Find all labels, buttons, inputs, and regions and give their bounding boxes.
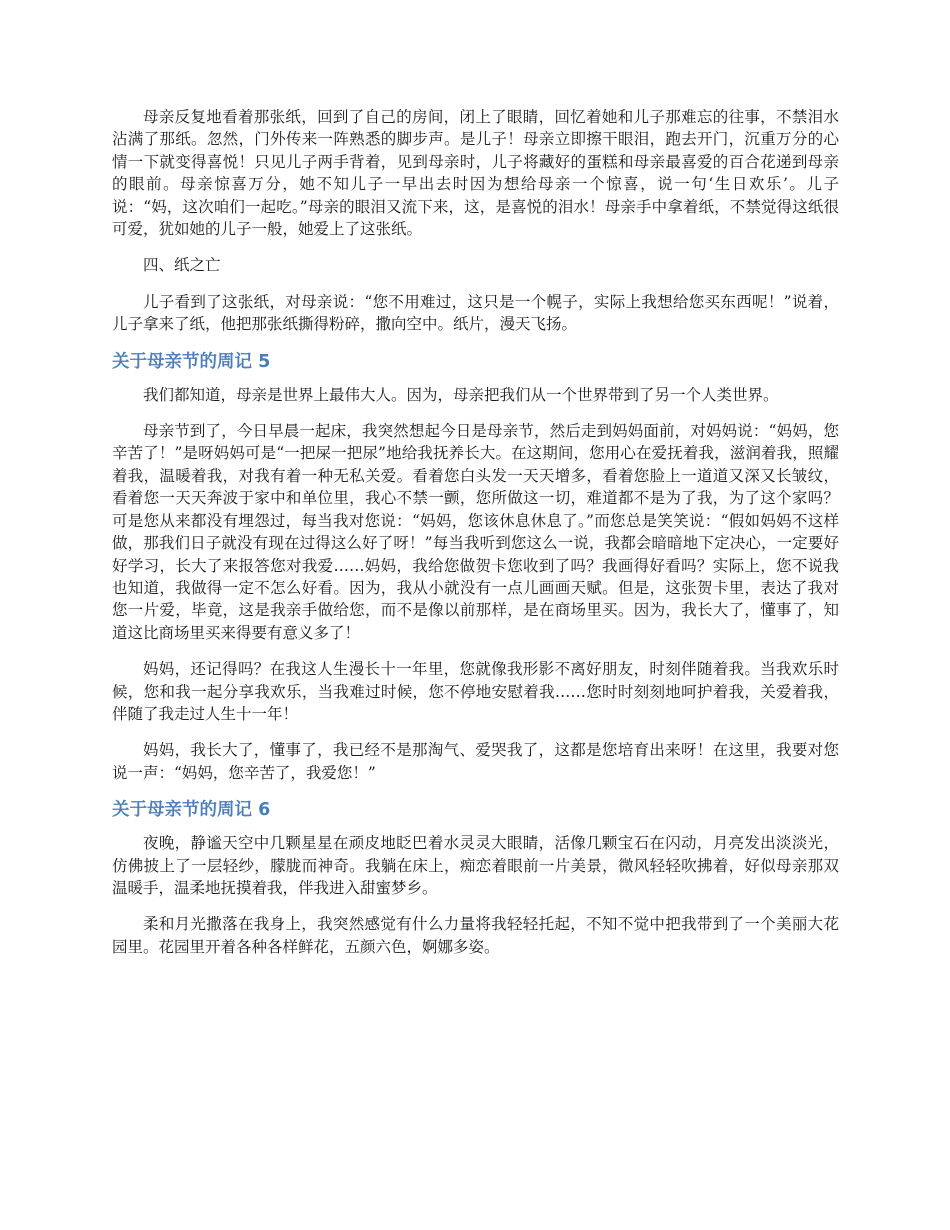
section-heading-6: 关于母亲节的周记 6 xyxy=(112,800,271,821)
document-page xyxy=(112,106,839,972)
paragraph: 母亲反复地看着那张纸，回到了自己的房间，闭上了眼睛，回忆着她和儿子那难忘的往事，不禁泪水沾满了那纸。忽然，门外传来一阵熟悉的脚步声。是儿子！母亲立即擦干眼泪，跑去开门，沉重万分的心情一下就变得喜悦！只见儿子两手背着，见到母亲时，儿子将藏好的蛋糕和母亲最喜爱的百合花递到母亲的眼前。母亲惊喜万分，她不知儿子一早出去时因为想给母亲一个惊喜，说一句‘生日欢乐’。儿子说：“妈，这次咱们一起吃。”母亲的眼泪又流下来，这，是喜悦的泪水！母亲手中拿着纸，不禁觉得这纸很可爱，犹如她的儿子一般，她爱上了这张纸。 xyxy=(112,108,839,239)
paragraph: 儿子看到了这张纸，对母亲说：“您不用难过，这只是一个幌子，实际上我想给您买东西呢！”说着，儿子拿来了纸，他把那张纸撕得粉碎，撒向空中。纸片，漫天飞扬。 xyxy=(112,292,839,334)
paragraph: 我们都知道，母亲是世界上最伟大人。因为，母亲把我们从一个世界带到了另一个人类世界。 xyxy=(143,385,779,404)
paragraph: 妈妈，我长大了，懂事了，我已经不是那淘气、爱哭我了，这都是您培育出来呀！在这里，我要对您说一声：“妈妈，您辛苦了，我爱您！” xyxy=(112,741,839,782)
paragraph: 柔和月光撒落在我身上，我突然感觉有什么力量将我轻轻托起，不知不觉中把我带到了一个美丽大花园里。花园里开着各种各样鲜花，五颜六色，婀娜多姿。 xyxy=(112,915,839,956)
section-heading-5: 关于母亲节的周记 5 xyxy=(112,351,271,372)
paragraph: 妈妈，还记得吗？在我这人生漫长十一年里，您就像我形影不离好朋友，时刻伴随着我。当我欢乐时候，您和我一起分享我欢乐，当我难过时候，您不停地安慰着我……您时时刻刻地呵护着我，关爱着我，伴随了我走过人生十一年！ xyxy=(112,660,839,723)
section-label: 四、纸之亡 xyxy=(143,256,221,275)
paragraph: 夜晚，静谧天空中几颗星星在顽皮地眨巴着水灵灵大眼睛，活像几颗宝石在闪动，月亮发出淡淡光，仿佛披上了一层轻纱，朦胧而神奇。我躺在床上，痴恋着眼前一片美景，微风轻轻吹拂着，好似母亲那双温暖手，温柔地抚摸着我，伴我进入甜蜜梦乡。 xyxy=(112,834,839,897)
paragraph: 母亲节到了，今日早晨一起床，我突然想起今日是母亲节，然后走到妈妈面前，对妈妈说：“妈妈，您辛苦了！”是呀妈妈可是“一把屎一把尿”地给我抚养长大。在这期间，您用心在爱抚着我，滋润着我，照耀着我，温暖着我，对我有着一种无私关爱。看着您白头发一天天增多，看着您脸上一道道又深又长皱纹，看着您一天天奔波于家中和单位里，我心不禁一颤，您所做这一切，难道都不是为了我，为了这个家吗？可是您从来都没有埋怨过，每当我对您说：“妈妈，您该休息休息了。”而您总是笑笑说：“假如妈妈不这样做，那我们日子就没有现在过得这么好了呀！”每当我听到您这么一说，我都会暗暗地下定决心，一定要好好学习，长大了来报答您对我爱……妈妈，我给您做贺卡您收到了吗？我画得好看吗？实际上，您不说我也知道，我做得一定不怎么好看。因为，我从小就没有一点儿画画天赋。但是，这张贺卡里，表达了我对您一片爱，毕竟，这是我亲手做给您，而不是像以前那样，是在商场里买。因为，我长大了，懂事了，知道这比商场里买来得要有意义多了！ xyxy=(112,422,839,642)
